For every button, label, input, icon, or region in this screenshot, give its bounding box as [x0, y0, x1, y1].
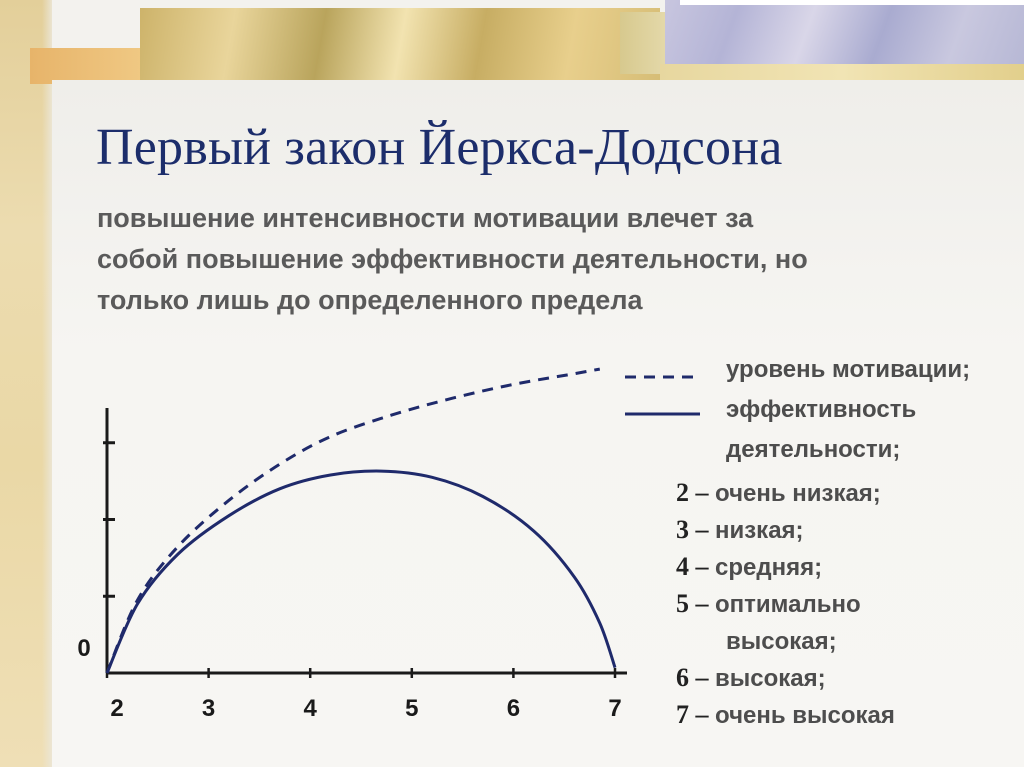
scale-item: 3 – низкая;: [676, 515, 804, 544]
scale-item: 7 – очень высокая: [676, 700, 895, 729]
x-tick-label: 5: [405, 695, 419, 722]
y-origin-label: 0: [77, 635, 91, 662]
x-tick-label: 6: [506, 695, 521, 722]
scale-item: 2 – очень низкая;: [676, 478, 881, 507]
x-tick-label: 2: [110, 695, 124, 722]
scale-legend: [676, 474, 895, 733]
legend-solid-label-line1: эффективность: [726, 396, 917, 423]
scale-item: 6 – высокая;: [676, 663, 826, 692]
chart-labels: [77, 635, 621, 722]
legend-solid-label-line2: деятельности;: [726, 436, 901, 463]
subtitle-line: собой повышение эффективности деятельности, но: [97, 244, 808, 274]
legend-lines: [625, 377, 700, 414]
x-tick-label: 3: [201, 695, 216, 722]
subtitle-line: повышение интенсивности мотивации влечет за: [97, 203, 754, 233]
legend-dashed-label: уровень мотивации;: [726, 356, 971, 383]
motivation-dashed-curve: [107, 369, 600, 673]
scale-item: 4 – средняя;: [676, 552, 823, 581]
subtitle-line: только лишь до определенного предела: [97, 285, 643, 315]
x-tick-label: 4: [303, 695, 317, 722]
x-tick-label: 7: [608, 695, 622, 722]
scale-item: 5 – оптимально: [676, 589, 861, 618]
chart-series: [107, 369, 615, 673]
efficiency-solid-curve: [107, 471, 615, 673]
scale-item-continuation: высокая;: [726, 628, 837, 655]
slide-title: Первый закон Йеркса-Додсона: [96, 119, 783, 176]
chart-axes: [103, 408, 627, 678]
